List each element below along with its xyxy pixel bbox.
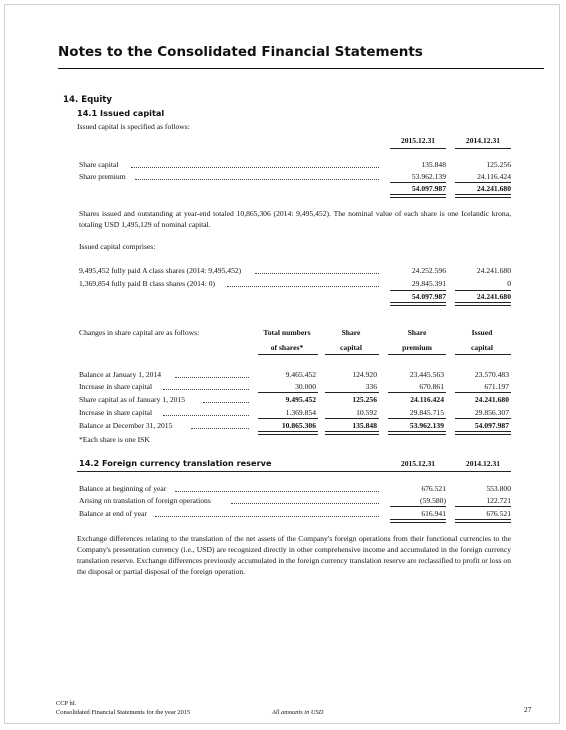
changes-intro: Changes in share capital are as follows: [79, 328, 200, 337]
header-rule [455, 354, 511, 355]
cell-total-shares: 9.465.452 [285, 370, 316, 379]
cell-issued-capital: 29.856.307 [474, 408, 509, 417]
total-double-rule [455, 431, 511, 435]
cell-share-capital: 124.920 [352, 370, 377, 379]
col-header-2015: 2015.12.31 [400, 136, 436, 145]
subtotal-rule [390, 290, 446, 291]
total-double-rule [455, 302, 511, 306]
cell-share-premium: 23.445.563 [409, 370, 444, 379]
footer-document-title: Consolidated Financial Statements for the year 2015 [56, 709, 191, 716]
row-label-balance-end: Balance at end of year [79, 509, 379, 518]
row-label-balance-beginning: Balance at beginning of year [79, 484, 379, 493]
col-header-2014: 2014.12.31 [465, 136, 501, 145]
subtotal-rule [455, 290, 511, 291]
subtotal-rule [258, 418, 318, 419]
col-header-issued-capital: Issued [471, 328, 493, 337]
cell-share-capital: 336 [365, 382, 377, 391]
total-double-rule [258, 431, 318, 435]
total-double-rule [390, 302, 446, 306]
col-header-share-premium-line2: premium [402, 343, 432, 352]
total-issued-capital-2015: 54.097.987 [411, 184, 446, 193]
cell-issued-capital: 671.197 [484, 382, 509, 391]
value-share-capital-2014: 125.256 [486, 160, 511, 169]
value-arising-2015: (59.580) [420, 496, 446, 505]
subsection-heading-issued-capital: 14.1 Issued capital [77, 108, 165, 118]
col-header-share-capital-line2: capital [340, 343, 362, 352]
cell-issued-capital: 24.241.680 [474, 395, 509, 404]
row-label-balance-dec-2015: Balance at December 31, 2015 [79, 421, 249, 430]
issued-capital-intro: Issued capital is specified as follows: [77, 122, 190, 131]
col-header-issued-capital-line2: capital [471, 343, 493, 352]
cell-share-capital: 135.848 [352, 421, 377, 430]
cell-total-shares: 9.495.452 [285, 395, 316, 404]
row-label-share-capital: Share capital [79, 160, 379, 169]
subtotal-rule [388, 392, 446, 393]
subtotal-rule [325, 392, 379, 393]
page-title: Notes to the Consolidated Financial Statements [58, 44, 423, 60]
total-double-rule [388, 431, 446, 435]
subtotal-rule [258, 392, 318, 393]
col-header-2014: 2014.12.31 [465, 459, 501, 468]
value-end-2015: 616.941 [421, 509, 446, 518]
row-label-share-capital-jan-2015: Share capital as of January 1, 2015 [79, 395, 249, 404]
col-header-total-numbers-line2: of shares* [270, 343, 304, 352]
row-label-b-class-shares: 1,369,854 fully paid B class shares (2014: 0) [79, 279, 379, 288]
total-double-rule [455, 194, 511, 198]
value-share-capital-2015: 135.848 [421, 160, 446, 169]
total-comprises-2014: 24.241.680 [476, 292, 511, 301]
value-end-2014: 676.521 [486, 509, 511, 518]
value-a-class-2015: 24.252.596 [411, 266, 446, 275]
footnote-each-share: *Each share is one ISK [79, 435, 150, 444]
value-b-class-2015: 29.845.391 [411, 279, 446, 288]
value-b-class-2014: 0 [507, 279, 511, 288]
translation-reserve-paragraph: Exchange differences relating to the translation of the net assets of the Company's foreign operations from their functional currencies to the Company's presentation currency (i.e., USD) are recognized directly in other comprehensive income and accumulated in the foreign currency translation reserve. Exchange differences previously accumulated in the foreign currency translation reserve are reclassified to profit or loss on the disposal or partial disposal of the foreign operation. [77, 534, 512, 576]
row-label-balance-jan-2014: Balance at January 1, 2014 [79, 370, 249, 379]
shares-outstanding-note: Shares issued and outstanding at year-end totaled 10,865,306 (2014: 9,495,452). The nominal value of each share is one Icelandic krona, totaling USD 1,495,129 of nominal capital. [79, 209, 511, 229]
footer-company: CCP hf. [56, 700, 77, 707]
value-share-premium-2014: 24.116.424 [477, 172, 511, 181]
cell-share-premium: 24.116.424 [410, 395, 444, 404]
footer-amounts-note: All amounts in USD [272, 709, 324, 716]
row-label-share-premium: Share premium [79, 172, 379, 181]
col-header-total-numbers: Total numbers [263, 328, 311, 337]
cell-share-capital: 10.592 [356, 408, 377, 417]
cell-share-premium: 29.845.715 [409, 408, 444, 417]
cell-issued-capital: 54.097.987 [474, 421, 509, 430]
row-label-a-class-shares: 9,495,452 fully paid A class shares (2014: 9,495,452) [79, 266, 379, 275]
subtotal-rule [390, 506, 446, 507]
value-arising-2014: 122.721 [486, 496, 511, 505]
col-header-share-capital: Share [341, 328, 361, 337]
header-rule [325, 354, 379, 355]
subtotal-rule [388, 418, 446, 419]
cell-share-premium: 670.861 [419, 382, 444, 391]
subtotal-rule [455, 182, 511, 183]
row-label-increase-2014: Increase in share capital [79, 382, 249, 391]
col-header-2015: 2015.12.31 [400, 459, 436, 468]
subtotal-rule [325, 418, 379, 419]
total-double-rule [455, 519, 511, 523]
header-rule [390, 148, 446, 149]
header-rule [455, 148, 511, 149]
cell-total-shares: 10.865.306 [281, 421, 316, 430]
title-divider [58, 68, 544, 69]
cell-issued-capital: 23.570.483 [474, 370, 509, 379]
subtotal-rule [390, 182, 446, 183]
col-header-share-premium: Share [407, 328, 427, 337]
issued-capital-comprises-intro: Issued capital comprises: [79, 242, 156, 251]
row-label-increase-2015: Increase in share capital [79, 408, 249, 417]
header-rule [258, 354, 318, 355]
total-double-rule [390, 519, 446, 523]
subtotal-rule [455, 506, 511, 507]
cell-total-shares: 30.000 [295, 382, 316, 391]
section-rule [77, 471, 511, 472]
section-heading-equity: 14. Equity [63, 95, 113, 105]
subtotal-rule [455, 392, 511, 393]
cell-share-capital: 125.256 [352, 395, 377, 404]
header-rule [388, 354, 446, 355]
total-comprises-2015: 54.097.987 [411, 292, 446, 301]
value-beginning-2014: 553.800 [486, 484, 511, 493]
value-a-class-2014: 24.241.680 [476, 266, 511, 275]
page-number: 27 [524, 705, 532, 714]
total-double-rule [390, 194, 446, 198]
value-share-premium-2015: 53.962.139 [411, 172, 446, 181]
total-double-rule [325, 431, 379, 435]
row-label-arising-on-translation: Arising on translation of foreign operations [79, 496, 379, 505]
subsection-heading-translation-reserve: 14.2 Foreign currency translation reserve [79, 458, 272, 468]
subtotal-rule [455, 418, 511, 419]
cell-share-premium: 53.962.139 [409, 421, 444, 430]
cell-total-shares: 1.369.854 [285, 408, 316, 417]
value-beginning-2015: 676.521 [421, 484, 446, 493]
total-issued-capital-2014: 24.241.680 [476, 184, 511, 193]
